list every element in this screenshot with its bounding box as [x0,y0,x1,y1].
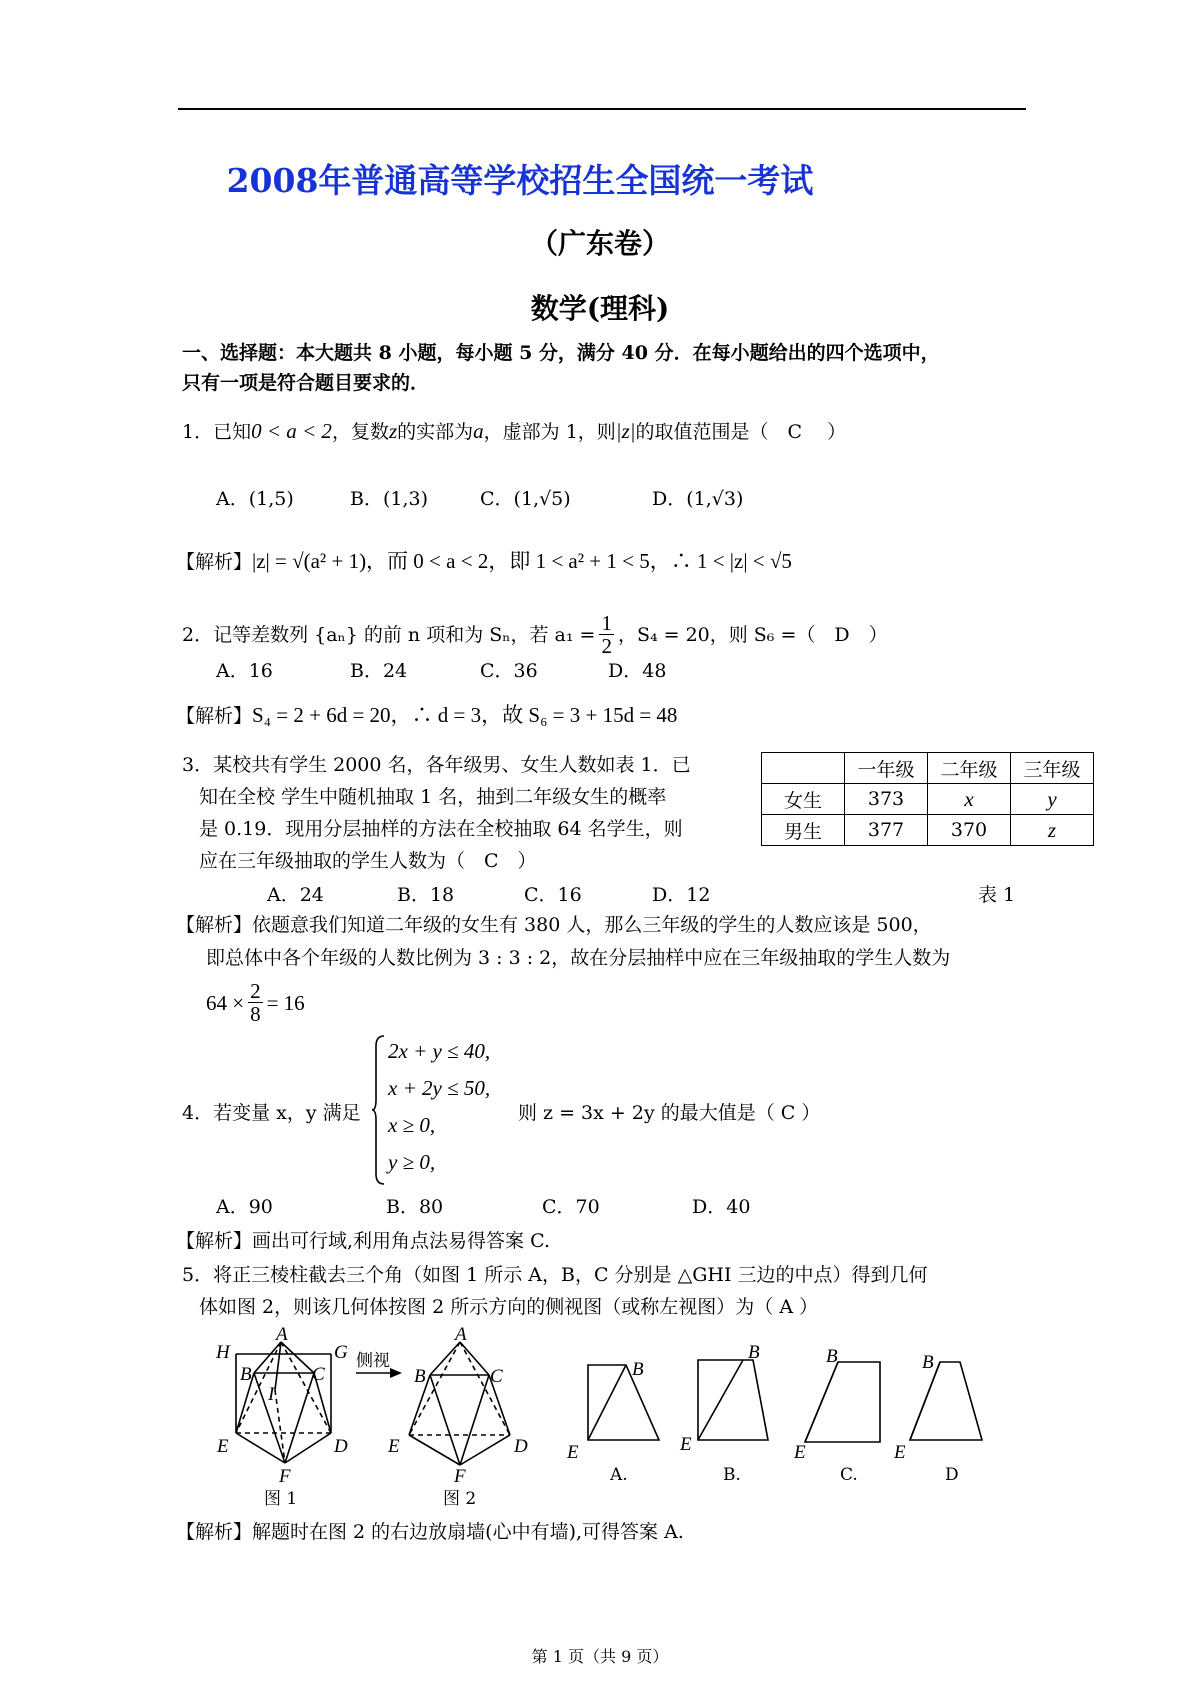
choice-b-label-b: B [748,1342,760,1363]
label-e: E [217,1436,229,1457]
q1-z: z [388,419,398,443]
q4-solution-text: 画出可行域,利用角点法易得答案 C. [252,1230,550,1252]
choice-a-label-b: B [632,1359,644,1380]
q1-absz: |z| [615,419,636,443]
label-a: A [276,1324,288,1345]
fig1-caption: 图 1 [264,1489,298,1509]
q1-text4: 的取值范围是（ C ） [635,421,847,443]
q1-option-b: B．(1,3) [350,488,429,510]
q1-ineq: 0 < a < 2 [251,419,332,443]
label-f: F [279,1466,291,1487]
q3-line3: 是 0.19．现用分层抽样的方法在全校抽取 64 名学生，则 [199,818,683,840]
q3-fraction [248,980,263,1025]
q3-table-row [762,784,1094,815]
choice-c-caption: C. [840,1465,858,1485]
q4-option-c: C．70 [542,1196,600,1218]
q1-solution-text: |z| = √(a² + 1)，而 0 < a < 2，即 1 < a² + 1 < 5，∴ 1 < |z| < √5 [252,549,792,573]
label-h: H [216,1342,230,1363]
section-header-line1: 一、选择题：本大题共 8 小题，每小题 5 分，满分 40 分．在每小题给出的四个选项中， [182,342,940,364]
exam-title: 2008年普通高等学校招生全国统一考试 [226,161,814,200]
figure-2 [409,1342,510,1465]
q3-solution-text1: 依题意我们知道二年级的女生有 380 人，那么三年级的学生的人数应该是 500， [252,914,932,936]
label-e2: E [388,1436,400,1457]
q3-solution-label: 【解析】 [176,914,253,936]
q3-solution-line2: 即总体中各个年级的人数比例为 3 : 3 : 2，故在分层抽样中应在三年级抽取的学生人数为 [206,947,951,969]
figure-1 [236,1342,331,1463]
q3-option-a: A．24 [267,884,324,906]
choice-a-figure [588,1365,659,1440]
q1-option-a: A．(1,5) [216,488,294,510]
q5-line1: 5．将正三棱柱截去三个角（如图 1 所示 A，B，C 分别是 △GHI 三边的中点）得到几何 [182,1264,928,1286]
label-i: I [268,1384,275,1405]
q3-option-c: C．16 [524,884,582,906]
q3-frac-den: 8 [250,1002,261,1026]
exam-subtitle: （广东卷） [529,227,670,260]
q3-line2: 知在全校 学生中随机抽取 1 名，抽到二年级女生的概率 [199,786,667,808]
q1-option-d: D．(1,√3) [652,488,744,510]
q2-option-d: D．48 [608,660,667,682]
q3-solution-expr [206,980,305,1025]
q2-solution-label: 【解析】 [176,705,253,727]
q2-solution-text: S₄ = 2 + 6d = 20，∴ d = 3，故 S₆ = 3 + 15d = 48 [252,703,678,727]
q2-option-b: B．24 [350,660,408,682]
q2-frac-den: 2 [601,634,612,658]
label-b: B [240,1364,252,1385]
q1-stem [182,418,846,445]
q3-table-cell: 377 [845,815,928,846]
q3-table-cell: 女生 [762,784,845,815]
q3-table-cell: 一年级 [845,753,928,784]
q4-option-b: B．80 [386,1196,444,1218]
q1-a: a [473,419,484,443]
q3-table-cell: x [928,784,1011,815]
q3-table [761,752,1094,846]
label-b2: B [414,1366,426,1387]
choice-c-label-e: E [794,1442,806,1463]
q4-solution [176,1228,550,1254]
choice-c-figure [805,1362,880,1442]
q3-table-cell: 男生 [762,815,845,846]
choice-b-label-e: E [680,1434,692,1455]
q2-frac-num: 1 [601,611,612,635]
label-a2: A [455,1324,467,1345]
q4-constraint-2: x + 2y ≤ 50, [388,1076,491,1100]
q3-table-row [762,815,1094,846]
q2-stem [182,612,888,657]
q2-text-a: 2．记等差数列 {aₙ} 的前 n 项和为 Sₙ，若 a₁ = [182,623,596,646]
q4-tail: 则 z = 3x + 2y 的最大值是（ C ） [518,1102,821,1124]
label-d: D [334,1436,348,1457]
fig2-caption: 图 2 [443,1489,477,1509]
q1-solution-label: 【解析】 [176,551,253,573]
q4-option-d: D．40 [692,1196,751,1218]
q5-solution-text: 解题时在图 2 的右边放扇墙(心中有墙),可得答案 A. [252,1521,684,1543]
label-d2: D [514,1436,528,1457]
q4-constraint-3: x ≥ 0, [388,1113,436,1137]
label-c2: C [490,1366,503,1387]
q3-table-header [762,753,1094,784]
q5-line2: 体如图 2，则该几何体按图 2 所示方向的侧视图（或称左视图）为（ A ） [199,1296,819,1318]
q3-solution-line1 [176,912,932,938]
q5-solution-label: 【解析】 [176,1521,253,1543]
label-c: C [312,1364,325,1385]
q2-option-a: A．16 [216,660,273,682]
q3-frac-num: 2 [250,979,261,1003]
choice-a-caption: A. [610,1465,628,1485]
q1-text2: 的实部为 [397,421,474,443]
q3-option-d: D．12 [652,884,711,906]
choice-d-caption: D [945,1465,959,1485]
choice-d-figure [910,1362,982,1440]
q1-text3: ，虚部为 1，则 [483,421,616,443]
page-footer: 第 1 页（共 9 页） [531,1647,669,1666]
q3-expr-a: 64 × [206,990,245,1015]
top-rule [178,108,1026,110]
q5-solution [176,1519,684,1545]
choice-b-figure [698,1360,768,1440]
q4-brace [372,1034,386,1186]
q3-line4: 应在三年级抽取的学生人数为（ C ） [199,850,537,872]
label-g: G [334,1342,348,1363]
q4-lead: 4．若变量 x，y 满足 [182,1102,361,1124]
section-header-line2: 只有一项是符合题目要求的． [182,372,430,394]
q2-solution [176,702,677,729]
q4-constraint-1: 2x + y ≤ 40, [388,1039,491,1063]
q4-option-a: A．90 [216,1196,273,1218]
q1-solution [176,548,792,575]
q3-table-cell: 370 [928,815,1011,846]
choice-d-label-b: B [922,1352,934,1373]
q2-option-c: C．36 [480,660,538,682]
q1-num: 1．已知 [182,421,252,443]
choice-c-label-b: B [826,1346,838,1367]
q3-table-cell: z [1011,815,1094,846]
q5-figures [0,1320,1200,1510]
q1-option-c: C．(1,√5) [480,488,571,510]
q3-expr-b: = 16 [266,990,305,1015]
q3-line1: 3．某校共有学生 2000 名，各年级男、女生人数如表 1．已 [182,754,691,776]
q1-text1: ，复数 [331,421,389,443]
q3-table-cell [762,753,845,784]
q3-table-cell: 373 [845,784,928,815]
q3-table-cell: 三年级 [1011,753,1094,784]
q2-fraction [599,612,614,657]
q4-solution-label: 【解析】 [176,1230,253,1252]
q4-constraint-4: y ≥ 0, [388,1150,436,1174]
choice-a-label-e: E [567,1442,579,1463]
subject-title: 数学(理科) [530,292,670,325]
q3-option-b: B．18 [397,884,455,906]
q3-table-caption: 表 1 [978,884,1016,906]
q2-text-b: ，S₄ = 20，则 S₆ =（ D ） [617,623,888,646]
choice-d-label-e: E [894,1442,906,1463]
q3-table-cell: y [1011,784,1094,815]
label-f2: F [454,1466,466,1487]
choice-b-caption: B. [723,1465,741,1485]
side-view-label: 侧视 [356,1351,390,1371]
q3-table-cell: 二年级 [928,753,1011,784]
